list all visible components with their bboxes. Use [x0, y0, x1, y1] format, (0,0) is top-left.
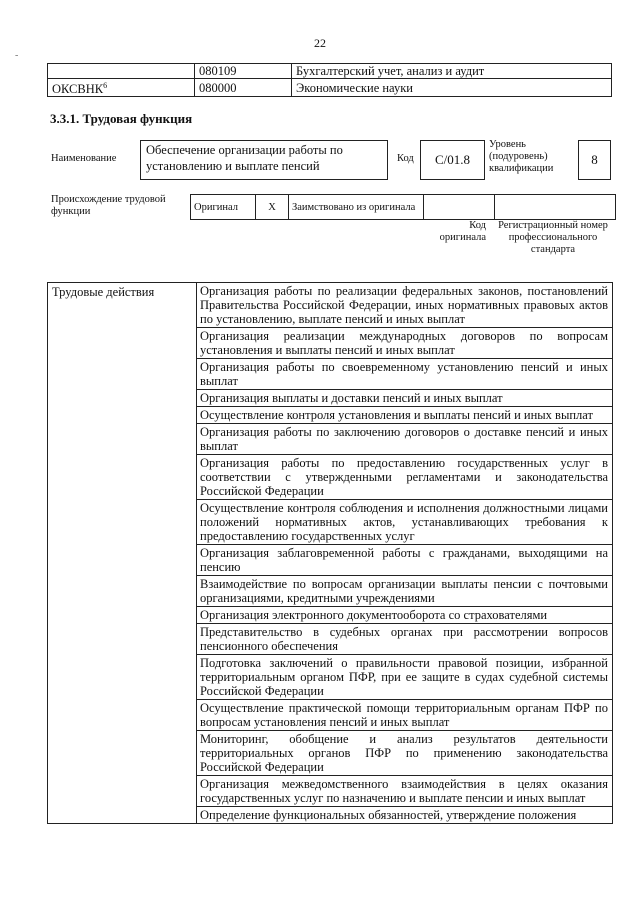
labor-action-item: Осуществление контроля соблюдения и исполнения должностными лицами положений нормативных актов, устанавливающих требования к предоставлению государственных услуг [197, 500, 613, 545]
scan-mark: - [15, 50, 19, 61]
function-name-box: Обеспечение организации работы по установлению и выплате пенсий [140, 140, 388, 180]
labor-action-item: Взаимодействие по вопросам организации выплаты пенсии с почтовыми организациями, кредитными учреждениями [197, 576, 613, 607]
borrowed-label-cell: Заимствовано из оригинала [289, 195, 424, 220]
labor-action-item: Мониторинг, обобщение и анализ результатов деятельности территориальных органов ПФР по применению законодательства Российской Федерации [197, 731, 613, 776]
table-row [48, 283, 613, 328]
okz-code-cell: 080109 [195, 64, 292, 79]
name-label: Наименование [51, 153, 117, 164]
labor-action-item: Организация работы по своевременному установлению пенсий и иных выплат [197, 359, 613, 390]
labor-action-item: Подготовка заключений о правильности правовой позиции, избранной территориальным органом ПФР, при ее защите в судах судебной системы Российской Федерации [197, 655, 613, 700]
labor-action-item: Осуществление практической помощи территориальным органам ПФР по вопросам установления пенсий и иных выплат [197, 700, 613, 731]
level-label: Уровень (подуровень) квалификации [489, 139, 554, 174]
registration-caption: Регистрационный номер профессионального стандарта [498, 220, 608, 255]
function-code-box: С/01.8 [420, 140, 485, 180]
registration-number-cell [495, 195, 616, 220]
okz-name-cell: Бухгалтерский учет, анализ и аудит [292, 64, 612, 79]
labor-action-item: Организация электронного документооборота со страхователями [197, 607, 613, 624]
labor-action-item: Организация работы по заключению договоров о доставке пенсий и иных выплат [197, 424, 613, 455]
okz-classifier-cell [48, 64, 195, 79]
footnote-mark: 6 [103, 81, 108, 90]
labor-action-item: Представительство в судебных органах при рассмотрении вопросов пенсионного обеспечения [197, 624, 613, 655]
labor-actions-table [47, 282, 613, 824]
labor-action-item: Организация реализации международных договоров по вопросам установления и выплаты пенсий и иных выплат [197, 328, 613, 359]
level-box: 8 [578, 140, 611, 180]
okz-table [47, 63, 612, 97]
original-code-cell [424, 195, 495, 220]
table-row [48, 64, 612, 79]
labor-action-item: Организация выплаты и доставки пенсий и иных выплат [197, 390, 613, 407]
labor-action-item: Осуществление контроля установления и выплаты пенсий и иных выплат [197, 407, 613, 424]
labor-action-item: Организация межведомственного взаимодействия в целях оказания государственных услуг по назначению и выплате пенсии и иных выплат [197, 776, 613, 807]
table-row [48, 79, 612, 97]
origin-label: Происхождение трудовой функции [51, 194, 166, 217]
section-heading: 3.3.1. Трудовая функция [50, 111, 193, 126]
okz-code-cell: 080000 [195, 79, 292, 97]
labor-action-item: Определение функциональных обязанностей, утверждение положения [197, 807, 613, 824]
page-number: 22 [314, 36, 326, 50]
origin-table [190, 194, 616, 220]
labor-action-item: Организация работы по реализации федеральных законов, постановлений Правительства Российской Федерации, иных нормативных правовых актов по установлению, выплате пенсий и иных выплат [197, 283, 613, 328]
code-label: Код [397, 153, 414, 164]
code-original-caption: Код оригинала [439, 220, 486, 243]
original-label-cell: Оригинал [191, 195, 256, 220]
labor-actions-label: Трудовые действия [48, 283, 197, 824]
okz-name-cell: Экономические науки [292, 79, 612, 97]
labor-action-item: Организация работы по предоставлению государственных услуг в соответствии с утвержденными регламентами и законодательства Российской Федерации [197, 455, 613, 500]
table-row [191, 195, 616, 220]
okz-classifier-cell: ОКСВНК$^6$ [48, 79, 195, 97]
labor-action-item: Организация заблаговременной работы с гражданами, выходящими на пенсию [197, 545, 613, 576]
original-mark-cell: X [256, 195, 289, 220]
